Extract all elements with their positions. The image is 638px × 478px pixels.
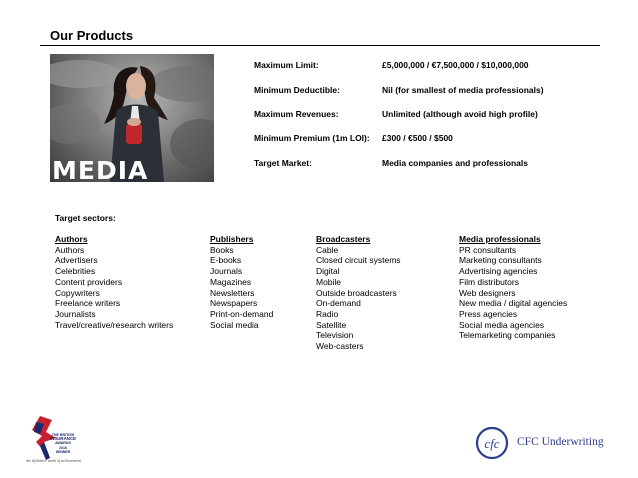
- list-item: Mobile: [316, 276, 342, 287]
- list-item: Advertisers: [55, 255, 98, 266]
- sectors-title: Target sectors:: [55, 213, 116, 223]
- list-item: Cable: [316, 244, 339, 255]
- spec-value-min-premium: £300 / €500 / $500: [382, 133, 453, 143]
- award-caption: THE BRITISH INSURANCE AWARDS 2016 WINNER: [49, 433, 77, 454]
- media-hero-image: [50, 54, 214, 182]
- spec-value-max-limit: £5,000,000 / €7,500,000 / $10,000,000: [382, 60, 529, 70]
- list-item: New media / digital agencies: [459, 298, 568, 309]
- list-item: Print-on-demand: [210, 308, 274, 319]
- list-item: Journals: [210, 266, 243, 277]
- spec-label-min-premium: Minimum Premium (1m LOI):: [254, 133, 370, 143]
- list-item: Press agencies: [459, 308, 518, 319]
- list-item: Social media: [210, 319, 259, 330]
- list-item: Copywriters: [55, 287, 100, 298]
- list-item: E-books: [210, 255, 242, 266]
- list-item: Journalists: [55, 308, 96, 319]
- list-item: Satellite: [316, 319, 347, 330]
- spec-label-max-revenues: Maximum Revenues:: [254, 109, 339, 119]
- spec-value-target-market: Media companies and professionals: [382, 158, 528, 168]
- list-item: Freelance writers: [55, 298, 121, 309]
- spec-label-min-deductible: Minimum Deductible:: [254, 85, 340, 95]
- sector-column-media-professionals: [459, 234, 567, 341]
- company-name: CFC Underwriting: [517, 436, 604, 448]
- list-item: PR consultants: [459, 244, 517, 255]
- sector-column-publishers: [210, 234, 273, 330]
- list-item: Advertising agencies: [459, 266, 538, 277]
- list-item: Outside broadcasters: [316, 287, 397, 298]
- sector-column-authors: [55, 234, 173, 330]
- list-item: Radio: [316, 308, 339, 319]
- list-item: Authors: [55, 244, 85, 255]
- list-item: Content providers: [55, 276, 123, 287]
- list-item: Travel/creative/research writers: [55, 319, 174, 330]
- list-item: Television: [316, 330, 354, 341]
- list-item: Web designers: [459, 287, 516, 298]
- column-header: Authors: [55, 234, 88, 244]
- list-item: Film distributors: [459, 276, 519, 287]
- title-divider: [40, 45, 600, 46]
- list-item: On-demand: [316, 298, 361, 309]
- column-header: Publishers: [210, 234, 254, 244]
- list-item: Newsletters: [210, 287, 255, 298]
- spec-label-target-market: Target Market:: [254, 158, 312, 168]
- sector-column-broadcasters: [316, 234, 401, 352]
- list-item: Marketing consultants: [459, 255, 542, 266]
- media-label: MEDIA: [52, 156, 149, 182]
- list-item: Digital: [316, 266, 340, 277]
- list-item: Magazines: [210, 276, 252, 287]
- cfc-logo-letters: cfc: [484, 436, 500, 451]
- list-item: Newspapers: [210, 298, 258, 309]
- spec-label-max-limit: Maximum Limit:: [254, 60, 319, 70]
- list-item: Social media agencies: [459, 319, 545, 330]
- list-item: Books: [210, 244, 234, 255]
- page-title: Our Products: [50, 28, 134, 43]
- list-item: Telemarketing companies: [459, 330, 556, 341]
- spec-value-max-revenues: Unlimited (although avoid high profile): [382, 109, 538, 119]
- column-header: Media professionals: [459, 234, 541, 244]
- column-header: Broadcasters: [316, 234, 371, 244]
- list-item: Celebrities: [55, 266, 96, 277]
- cfc-logo: [474, 426, 510, 460]
- list-item: Closed circuit systems: [316, 255, 401, 266]
- award-tagline: the definitive mark of achievement: [26, 458, 82, 463]
- list-item: Web-casters: [316, 341, 364, 352]
- spec-value-min-deductible: Nil (for smallest of media professionals): [382, 85, 544, 95]
